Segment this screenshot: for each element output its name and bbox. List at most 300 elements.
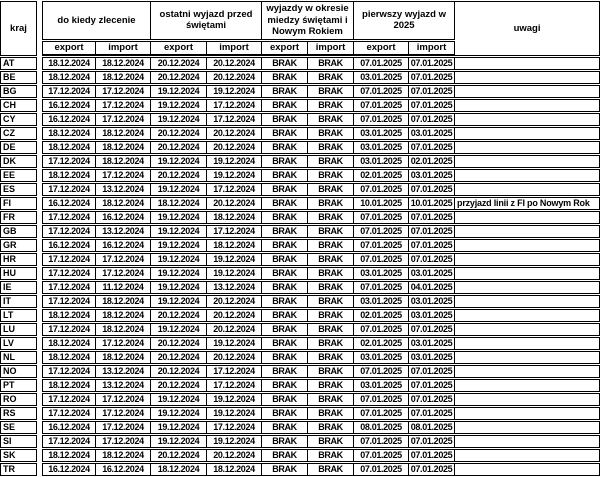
- subheader-export: export: [151, 41, 207, 56]
- subheader-export: export: [262, 41, 308, 56]
- cell-okres-import: BRAK: [308, 393, 354, 406]
- cell-pierwszy-import: 03.01.2025: [409, 127, 455, 140]
- table-row: [0, 57, 600, 70]
- cell-okres-import: BRAK: [308, 449, 354, 462]
- cell-pierwszy-export: 07.01.2025: [354, 99, 409, 112]
- cell-okres-import: BRAK: [308, 127, 354, 140]
- cell-pierwszy-export: 10.01.2025: [354, 197, 409, 210]
- cell-pierwszy-export: 07.01.2025: [354, 323, 409, 336]
- cell-ostatni-import: 19.12.2024: [207, 253, 262, 266]
- remark-cell: [455, 435, 600, 448]
- country-code: IT: [0, 295, 37, 308]
- cell-do-kiedy-import: 17.12.2024: [96, 421, 151, 434]
- cell-ostatni-import: 17.12.2024: [207, 183, 262, 196]
- country-code: ES: [0, 183, 37, 196]
- subheader-import: import: [409, 41, 455, 56]
- cell-okres-export: BRAK: [262, 435, 308, 448]
- country-code: DE: [0, 141, 37, 154]
- cell-pierwszy-export: 07.01.2025: [354, 407, 409, 420]
- cell-ostatni-import: 19.12.2024: [207, 337, 262, 350]
- cell-ostatni-import: 17.12.2024: [207, 113, 262, 126]
- cell-okres-export: BRAK: [262, 379, 308, 392]
- cell-do-kiedy-export: 18.12.2024: [42, 71, 96, 84]
- cell-pierwszy-import: 07.01.2025: [409, 211, 455, 224]
- cell-ostatni-export: 19.12.2024: [151, 183, 207, 196]
- cell-ostatni-import: 17.12.2024: [207, 99, 262, 112]
- cell-do-kiedy-import: 18.12.2024: [96, 351, 151, 364]
- cell-pierwszy-import: 07.01.2025: [409, 379, 455, 392]
- cell-do-kiedy-export: 18.12.2024: [42, 141, 96, 154]
- country-code: TR: [0, 463, 37, 476]
- cell-pierwszy-export: 07.01.2025: [354, 225, 409, 238]
- remark-cell: [455, 253, 600, 266]
- table-row: [0, 337, 600, 350]
- cell-ostatni-export: 20.12.2024: [151, 449, 207, 462]
- cell-okres-import: BRAK: [308, 281, 354, 294]
- subheader-export: export: [354, 41, 409, 56]
- country-code: NO: [0, 365, 37, 378]
- cell-ostatni-export: 19.12.2024: [151, 407, 207, 420]
- cell-okres-export: BRAK: [262, 85, 308, 98]
- cell-do-kiedy-import: 16.12.2024: [96, 211, 151, 224]
- cell-ostatni-export: 20.12.2024: [151, 141, 207, 154]
- cell-pierwszy-export: 03.01.2025: [354, 155, 409, 168]
- table-row: [0, 463, 600, 476]
- cell-ostatni-import: 20.12.2024: [207, 295, 262, 308]
- cell-okres-import: BRAK: [308, 267, 354, 280]
- cell-okres-import: BRAK: [308, 239, 354, 252]
- cell-okres-import: BRAK: [308, 435, 354, 448]
- table-row: [0, 113, 600, 126]
- cell-do-kiedy-export: 18.12.2024: [42, 379, 96, 392]
- country-code: AT: [0, 57, 37, 70]
- cell-pierwszy-export: 07.01.2025: [354, 393, 409, 406]
- remark-cell: [455, 169, 600, 182]
- cell-pierwszy-export: 03.01.2025: [354, 351, 409, 364]
- cell-okres-import: BRAK: [308, 379, 354, 392]
- cell-okres-import: BRAK: [308, 253, 354, 266]
- cell-pierwszy-export: 02.01.2025: [354, 309, 409, 322]
- cell-pierwszy-import: 07.01.2025: [409, 71, 455, 84]
- cell-do-kiedy-import: 18.12.2024: [96, 57, 151, 70]
- remark-cell: [455, 141, 600, 154]
- table-row: [0, 155, 600, 168]
- cell-okres-export: BRAK: [262, 463, 308, 476]
- table-row: [0, 379, 600, 392]
- cell-do-kiedy-import: 13.12.2024: [96, 183, 151, 196]
- cell-do-kiedy-export: 17.12.2024: [42, 323, 96, 336]
- cell-do-kiedy-import: 17.12.2024: [96, 393, 151, 406]
- country-code: CH: [0, 99, 37, 112]
- country-code: RS: [0, 407, 37, 420]
- country-code: GB: [0, 225, 37, 238]
- cell-ostatni-import: 19.12.2024: [207, 267, 262, 280]
- cell-do-kiedy-export: 18.12.2024: [42, 57, 96, 70]
- cell-ostatni-export: 19.12.2024: [151, 155, 207, 168]
- cell-ostatni-export: 20.12.2024: [151, 365, 207, 378]
- remark-cell: [455, 155, 600, 168]
- col-header-kraj: kraj: [0, 1, 37, 56]
- cell-okres-export: BRAK: [262, 323, 308, 336]
- remark-cell: [455, 379, 600, 392]
- cell-do-kiedy-export: 17.12.2024: [42, 211, 96, 224]
- table-row: [0, 449, 600, 462]
- cell-okres-export: BRAK: [262, 421, 308, 434]
- cell-pierwszy-export: 02.01.2025: [354, 169, 409, 182]
- cell-okres-export: BRAK: [262, 155, 308, 168]
- cell-okres-import: BRAK: [308, 407, 354, 420]
- table-row: [0, 281, 600, 294]
- remark-cell: [455, 57, 600, 70]
- table-row: [0, 183, 600, 196]
- cell-ostatni-export: 18.12.2024: [151, 197, 207, 210]
- cell-ostatni-export: 20.12.2024: [151, 57, 207, 70]
- cell-pierwszy-export: 02.01.2025: [354, 337, 409, 350]
- cell-do-kiedy-export: 17.12.2024: [42, 155, 96, 168]
- cell-pierwszy-import: 03.01.2025: [409, 169, 455, 182]
- cell-ostatni-import: 19.12.2024: [207, 407, 262, 420]
- cell-pierwszy-import: 02.01.2025: [409, 155, 455, 168]
- col-group-wyjazdy-okres: wyjazdy w okresie miedzy świętami i Nowym Rokiem: [262, 1, 354, 40]
- cell-pierwszy-import: 07.01.2025: [409, 183, 455, 196]
- cell-okres-export: BRAK: [262, 71, 308, 84]
- cell-do-kiedy-export: 16.12.2024: [42, 197, 96, 210]
- cell-okres-import: BRAK: [308, 421, 354, 434]
- cell-do-kiedy-import: 17.12.2024: [96, 99, 151, 112]
- cell-pierwszy-import: 10.01.2025: [409, 197, 455, 210]
- cell-okres-import: BRAK: [308, 99, 354, 112]
- cell-pierwszy-export: 03.01.2025: [354, 267, 409, 280]
- country-code: LU: [0, 323, 37, 336]
- remark-cell: [455, 323, 600, 336]
- remark-cell: [455, 211, 600, 224]
- cell-do-kiedy-export: 16.12.2024: [42, 99, 96, 112]
- country-code: CY: [0, 113, 37, 126]
- cell-do-kiedy-export: 17.12.2024: [42, 253, 96, 266]
- table-row: [0, 407, 600, 420]
- cell-do-kiedy-import: 13.12.2024: [96, 365, 151, 378]
- cell-pierwszy-import: 07.01.2025: [409, 239, 455, 252]
- cell-ostatni-import: 19.12.2024: [207, 393, 262, 406]
- cell-okres-export: BRAK: [262, 407, 308, 420]
- cell-okres-export: BRAK: [262, 183, 308, 196]
- cell-ostatni-export: 19.12.2024: [151, 85, 207, 98]
- cell-pierwszy-export: 03.01.2025: [354, 379, 409, 392]
- cell-okres-export: BRAK: [262, 127, 308, 140]
- cell-okres-export: BRAK: [262, 169, 308, 182]
- cell-okres-import: BRAK: [308, 323, 354, 336]
- cell-ostatni-import: 20.12.2024: [207, 71, 262, 84]
- cell-ostatni-export: 19.12.2024: [151, 435, 207, 448]
- cell-do-kiedy-import: 13.12.2024: [96, 225, 151, 238]
- cell-okres-import: BRAK: [308, 225, 354, 238]
- cell-ostatni-import: 20.12.2024: [207, 57, 262, 70]
- cell-do-kiedy-import: 17.12.2024: [96, 253, 151, 266]
- country-code: FI: [0, 197, 37, 210]
- table-body: [0, 57, 600, 476]
- cell-okres-import: BRAK: [308, 183, 354, 196]
- cell-do-kiedy-export: 17.12.2024: [42, 435, 96, 448]
- cell-okres-export: BRAK: [262, 253, 308, 266]
- table-row: [0, 85, 600, 98]
- remark-cell: [455, 127, 600, 140]
- col-group-pierwszy-wyjazd-2025: pierwszy wyjazd w 2025: [354, 1, 455, 40]
- country-code: LT: [0, 309, 37, 322]
- remark-cell: przyjazd linii z FI po Nowym Rok: [455, 197, 600, 210]
- cell-do-kiedy-export: 17.12.2024: [42, 407, 96, 420]
- cell-do-kiedy-export: 18.12.2024: [42, 169, 96, 182]
- cell-okres-import: BRAK: [308, 351, 354, 364]
- cell-do-kiedy-import: 16.12.2024: [96, 463, 151, 476]
- cell-ostatni-import: 18.12.2024: [207, 211, 262, 224]
- cell-okres-import: BRAK: [308, 295, 354, 308]
- cell-pierwszy-import: 07.01.2025: [409, 435, 455, 448]
- country-code: RO: [0, 393, 37, 406]
- table-row: [0, 365, 600, 378]
- remark-cell: [455, 421, 600, 434]
- cell-do-kiedy-export: 17.12.2024: [42, 365, 96, 378]
- cell-pierwszy-import: 07.01.2025: [409, 141, 455, 154]
- country-code: EE: [0, 169, 37, 182]
- country-code: DK: [0, 155, 37, 168]
- remark-cell: [455, 99, 600, 112]
- cell-okres-export: BRAK: [262, 393, 308, 406]
- cell-do-kiedy-import: 13.12.2024: [96, 379, 151, 392]
- cell-ostatni-import: 20.12.2024: [207, 197, 262, 210]
- col-group-do-kiedy-zlecenie: do kiedy zlecenie: [42, 1, 151, 40]
- cell-ostatni-export: 19.12.2024: [151, 281, 207, 294]
- cell-okres-export: BRAK: [262, 337, 308, 350]
- subheader-import: import: [207, 41, 262, 56]
- remark-cell: [455, 281, 600, 294]
- cell-ostatni-import: 20.12.2024: [207, 141, 262, 154]
- cell-okres-export: BRAK: [262, 211, 308, 224]
- cell-okres-export: BRAK: [262, 141, 308, 154]
- cell-ostatni-export: 20.12.2024: [151, 379, 207, 392]
- cell-okres-import: BRAK: [308, 85, 354, 98]
- cell-pierwszy-export: 07.01.2025: [354, 449, 409, 462]
- table-row: [0, 211, 600, 224]
- cell-pierwszy-import: 04.01.2025: [409, 281, 455, 294]
- cell-pierwszy-import: 07.01.2025: [409, 323, 455, 336]
- cell-do-kiedy-export: 18.12.2024: [42, 309, 96, 322]
- cell-pierwszy-import: 03.01.2025: [409, 351, 455, 364]
- cell-ostatni-import: 19.12.2024: [207, 85, 262, 98]
- remark-cell: [455, 351, 600, 364]
- cell-ostatni-import: 20.12.2024: [207, 351, 262, 364]
- cell-do-kiedy-import: 17.12.2024: [96, 337, 151, 350]
- cell-ostatni-export: 19.12.2024: [151, 295, 207, 308]
- cell-ostatni-import: 17.12.2024: [207, 365, 262, 378]
- cell-pierwszy-import: 08.01.2025: [409, 421, 455, 434]
- cell-pierwszy-export: 03.01.2025: [354, 71, 409, 84]
- cell-ostatni-export: 20.12.2024: [151, 309, 207, 322]
- table-row: [0, 197, 600, 210]
- cell-ostatni-import: 19.12.2024: [207, 169, 262, 182]
- country-code: NL: [0, 351, 37, 364]
- remark-cell: [455, 407, 600, 420]
- cell-okres-import: BRAK: [308, 141, 354, 154]
- cell-okres-export: BRAK: [262, 267, 308, 280]
- col-header-uwagi: uwagi: [455, 1, 600, 56]
- country-code: SK: [0, 449, 37, 462]
- cell-ostatni-export: 19.12.2024: [151, 393, 207, 406]
- cell-pierwszy-export: 07.01.2025: [354, 85, 409, 98]
- cell-do-kiedy-import: 18.12.2024: [96, 141, 151, 154]
- cell-okres-import: BRAK: [308, 57, 354, 70]
- cell-pierwszy-export: 07.01.2025: [354, 113, 409, 126]
- cell-pierwszy-export: 03.01.2025: [354, 127, 409, 140]
- cell-do-kiedy-import: 17.12.2024: [96, 267, 151, 280]
- col-group-ostatni-wyjazd: ostatni wyjazd przed świętami: [151, 1, 262, 40]
- cell-pierwszy-import: 07.01.2025: [409, 463, 455, 476]
- cell-pierwszy-import: 03.01.2025: [409, 309, 455, 322]
- cell-ostatni-import: 18.12.2024: [207, 239, 262, 252]
- table-row: [0, 309, 600, 322]
- cell-okres-import: BRAK: [308, 155, 354, 168]
- cell-pierwszy-export: 08.01.2025: [354, 421, 409, 434]
- remark-cell: [455, 337, 600, 350]
- cell-do-kiedy-import: 17.12.2024: [96, 435, 151, 448]
- remark-cell: [455, 183, 600, 196]
- table-row: [0, 253, 600, 266]
- cell-do-kiedy-import: 18.12.2024: [96, 127, 151, 140]
- cell-do-kiedy-import: 18.12.2024: [96, 155, 151, 168]
- cell-pierwszy-import: 07.01.2025: [409, 99, 455, 112]
- country-code: PT: [0, 379, 37, 392]
- table-row: [0, 71, 600, 84]
- cell-do-kiedy-import: 18.12.2024: [96, 295, 151, 308]
- table-row: [0, 435, 600, 448]
- table-header: [0, 1, 600, 56]
- cell-pierwszy-import: 07.01.2025: [409, 393, 455, 406]
- table-row: [0, 393, 600, 406]
- cell-ostatni-export: 19.12.2024: [151, 113, 207, 126]
- cell-do-kiedy-import: 16.12.2024: [96, 239, 151, 252]
- remark-cell: [455, 239, 600, 252]
- cell-ostatni-export: 20.12.2024: [151, 351, 207, 364]
- cell-ostatni-export: 20.12.2024: [151, 337, 207, 350]
- cell-do-kiedy-export: 17.12.2024: [42, 183, 96, 196]
- cell-okres-import: BRAK: [308, 169, 354, 182]
- cell-okres-import: BRAK: [308, 463, 354, 476]
- remark-cell: [455, 449, 600, 462]
- table-row: [0, 127, 600, 140]
- cell-do-kiedy-import: 17.12.2024: [96, 407, 151, 420]
- country-code: GR: [0, 239, 37, 252]
- cell-do-kiedy-import: 11.12.2024: [96, 281, 151, 294]
- cell-pierwszy-export: 07.01.2025: [354, 281, 409, 294]
- cell-okres-export: BRAK: [262, 113, 308, 126]
- cell-pierwszy-export: 03.01.2025: [354, 295, 409, 308]
- cell-pierwszy-export: 07.01.2025: [354, 57, 409, 70]
- cell-do-kiedy-import: 18.12.2024: [96, 449, 151, 462]
- cell-ostatni-export: 20.12.2024: [151, 71, 207, 84]
- cell-pierwszy-import: 07.01.2025: [409, 113, 455, 126]
- country-code: BE: [0, 71, 37, 84]
- cell-pierwszy-import: 03.01.2025: [409, 267, 455, 280]
- cell-do-kiedy-export: 17.12.2024: [42, 295, 96, 308]
- table-row: [0, 267, 600, 280]
- remark-cell: [455, 267, 600, 280]
- subheader-import: import: [308, 41, 354, 56]
- remark-cell: [455, 85, 600, 98]
- cell-do-kiedy-export: 16.12.2024: [42, 239, 96, 252]
- cell-do-kiedy-export: 18.12.2024: [42, 337, 96, 350]
- remark-cell: [455, 463, 600, 476]
- cell-pierwszy-import: 03.01.2025: [409, 337, 455, 350]
- cell-ostatni-import: 17.12.2024: [207, 421, 262, 434]
- cell-ostatni-export: 19.12.2024: [151, 99, 207, 112]
- country-code: HR: [0, 253, 37, 266]
- cell-okres-export: BRAK: [262, 351, 308, 364]
- cell-do-kiedy-import: 18.12.2024: [96, 197, 151, 210]
- cell-okres-export: BRAK: [262, 449, 308, 462]
- cell-pierwszy-import: 07.01.2025: [409, 449, 455, 462]
- cell-okres-import: BRAK: [308, 337, 354, 350]
- country-code: FR: [0, 211, 37, 224]
- cell-ostatni-import: 17.12.2024: [207, 379, 262, 392]
- table-row: [0, 99, 600, 112]
- cell-ostatni-export: 19.12.2024: [151, 421, 207, 434]
- table-row: [0, 295, 600, 308]
- table-row: [0, 169, 600, 182]
- country-code: LV: [0, 337, 37, 350]
- country-code: CZ: [0, 127, 37, 140]
- cell-ostatni-import: 19.12.2024: [207, 155, 262, 168]
- cell-pierwszy-import: 07.01.2025: [409, 365, 455, 378]
- cell-do-kiedy-export: 17.12.2024: [42, 225, 96, 238]
- cell-pierwszy-export: 07.01.2025: [354, 365, 409, 378]
- table-row: [0, 225, 600, 238]
- cell-pierwszy-import: 07.01.2025: [409, 85, 455, 98]
- cell-ostatni-export: 18.12.2024: [151, 463, 207, 476]
- table-row: [0, 323, 600, 336]
- cell-ostatni-import: 19.12.2024: [207, 435, 262, 448]
- country-code: BG: [0, 85, 37, 98]
- cell-okres-import: BRAK: [308, 365, 354, 378]
- cell-ostatni-import: 17.12.2024: [207, 225, 262, 238]
- cell-ostatni-import: 20.12.2024: [207, 127, 262, 140]
- subheader-import: import: [96, 41, 151, 56]
- cell-okres-export: BRAK: [262, 225, 308, 238]
- cell-ostatni-export: 19.12.2024: [151, 239, 207, 252]
- cell-ostatni-import: 20.12.2024: [207, 309, 262, 322]
- cell-do-kiedy-import: 17.12.2024: [96, 169, 151, 182]
- remark-cell: [455, 113, 600, 126]
- remark-cell: [455, 71, 600, 84]
- cell-pierwszy-export: 07.01.2025: [354, 463, 409, 476]
- cell-ostatni-import: 18.12.2024: [207, 463, 262, 476]
- remark-cell: [455, 225, 600, 238]
- cell-ostatni-export: 20.12.2024: [151, 169, 207, 182]
- cell-do-kiedy-export: 17.12.2024: [42, 85, 96, 98]
- cell-do-kiedy-export: 16.12.2024: [42, 113, 96, 126]
- cell-okres-import: BRAK: [308, 211, 354, 224]
- cell-ostatni-export: 19.12.2024: [151, 323, 207, 336]
- cell-pierwszy-export: 03.01.2025: [354, 141, 409, 154]
- cell-ostatni-export: 19.12.2024: [151, 253, 207, 266]
- cell-okres-import: BRAK: [308, 113, 354, 126]
- remark-cell: [455, 295, 600, 308]
- cell-do-kiedy-export: 18.12.2024: [42, 351, 96, 364]
- cell-do-kiedy-export: 18.12.2024: [42, 449, 96, 462]
- cell-ostatni-export: 19.12.2024: [151, 267, 207, 280]
- cell-pierwszy-import: 07.01.2025: [409, 225, 455, 238]
- cell-pierwszy-import: 07.01.2025: [409, 407, 455, 420]
- cell-do-kiedy-import: 18.12.2024: [96, 323, 151, 336]
- cell-ostatni-export: 20.12.2024: [151, 127, 207, 140]
